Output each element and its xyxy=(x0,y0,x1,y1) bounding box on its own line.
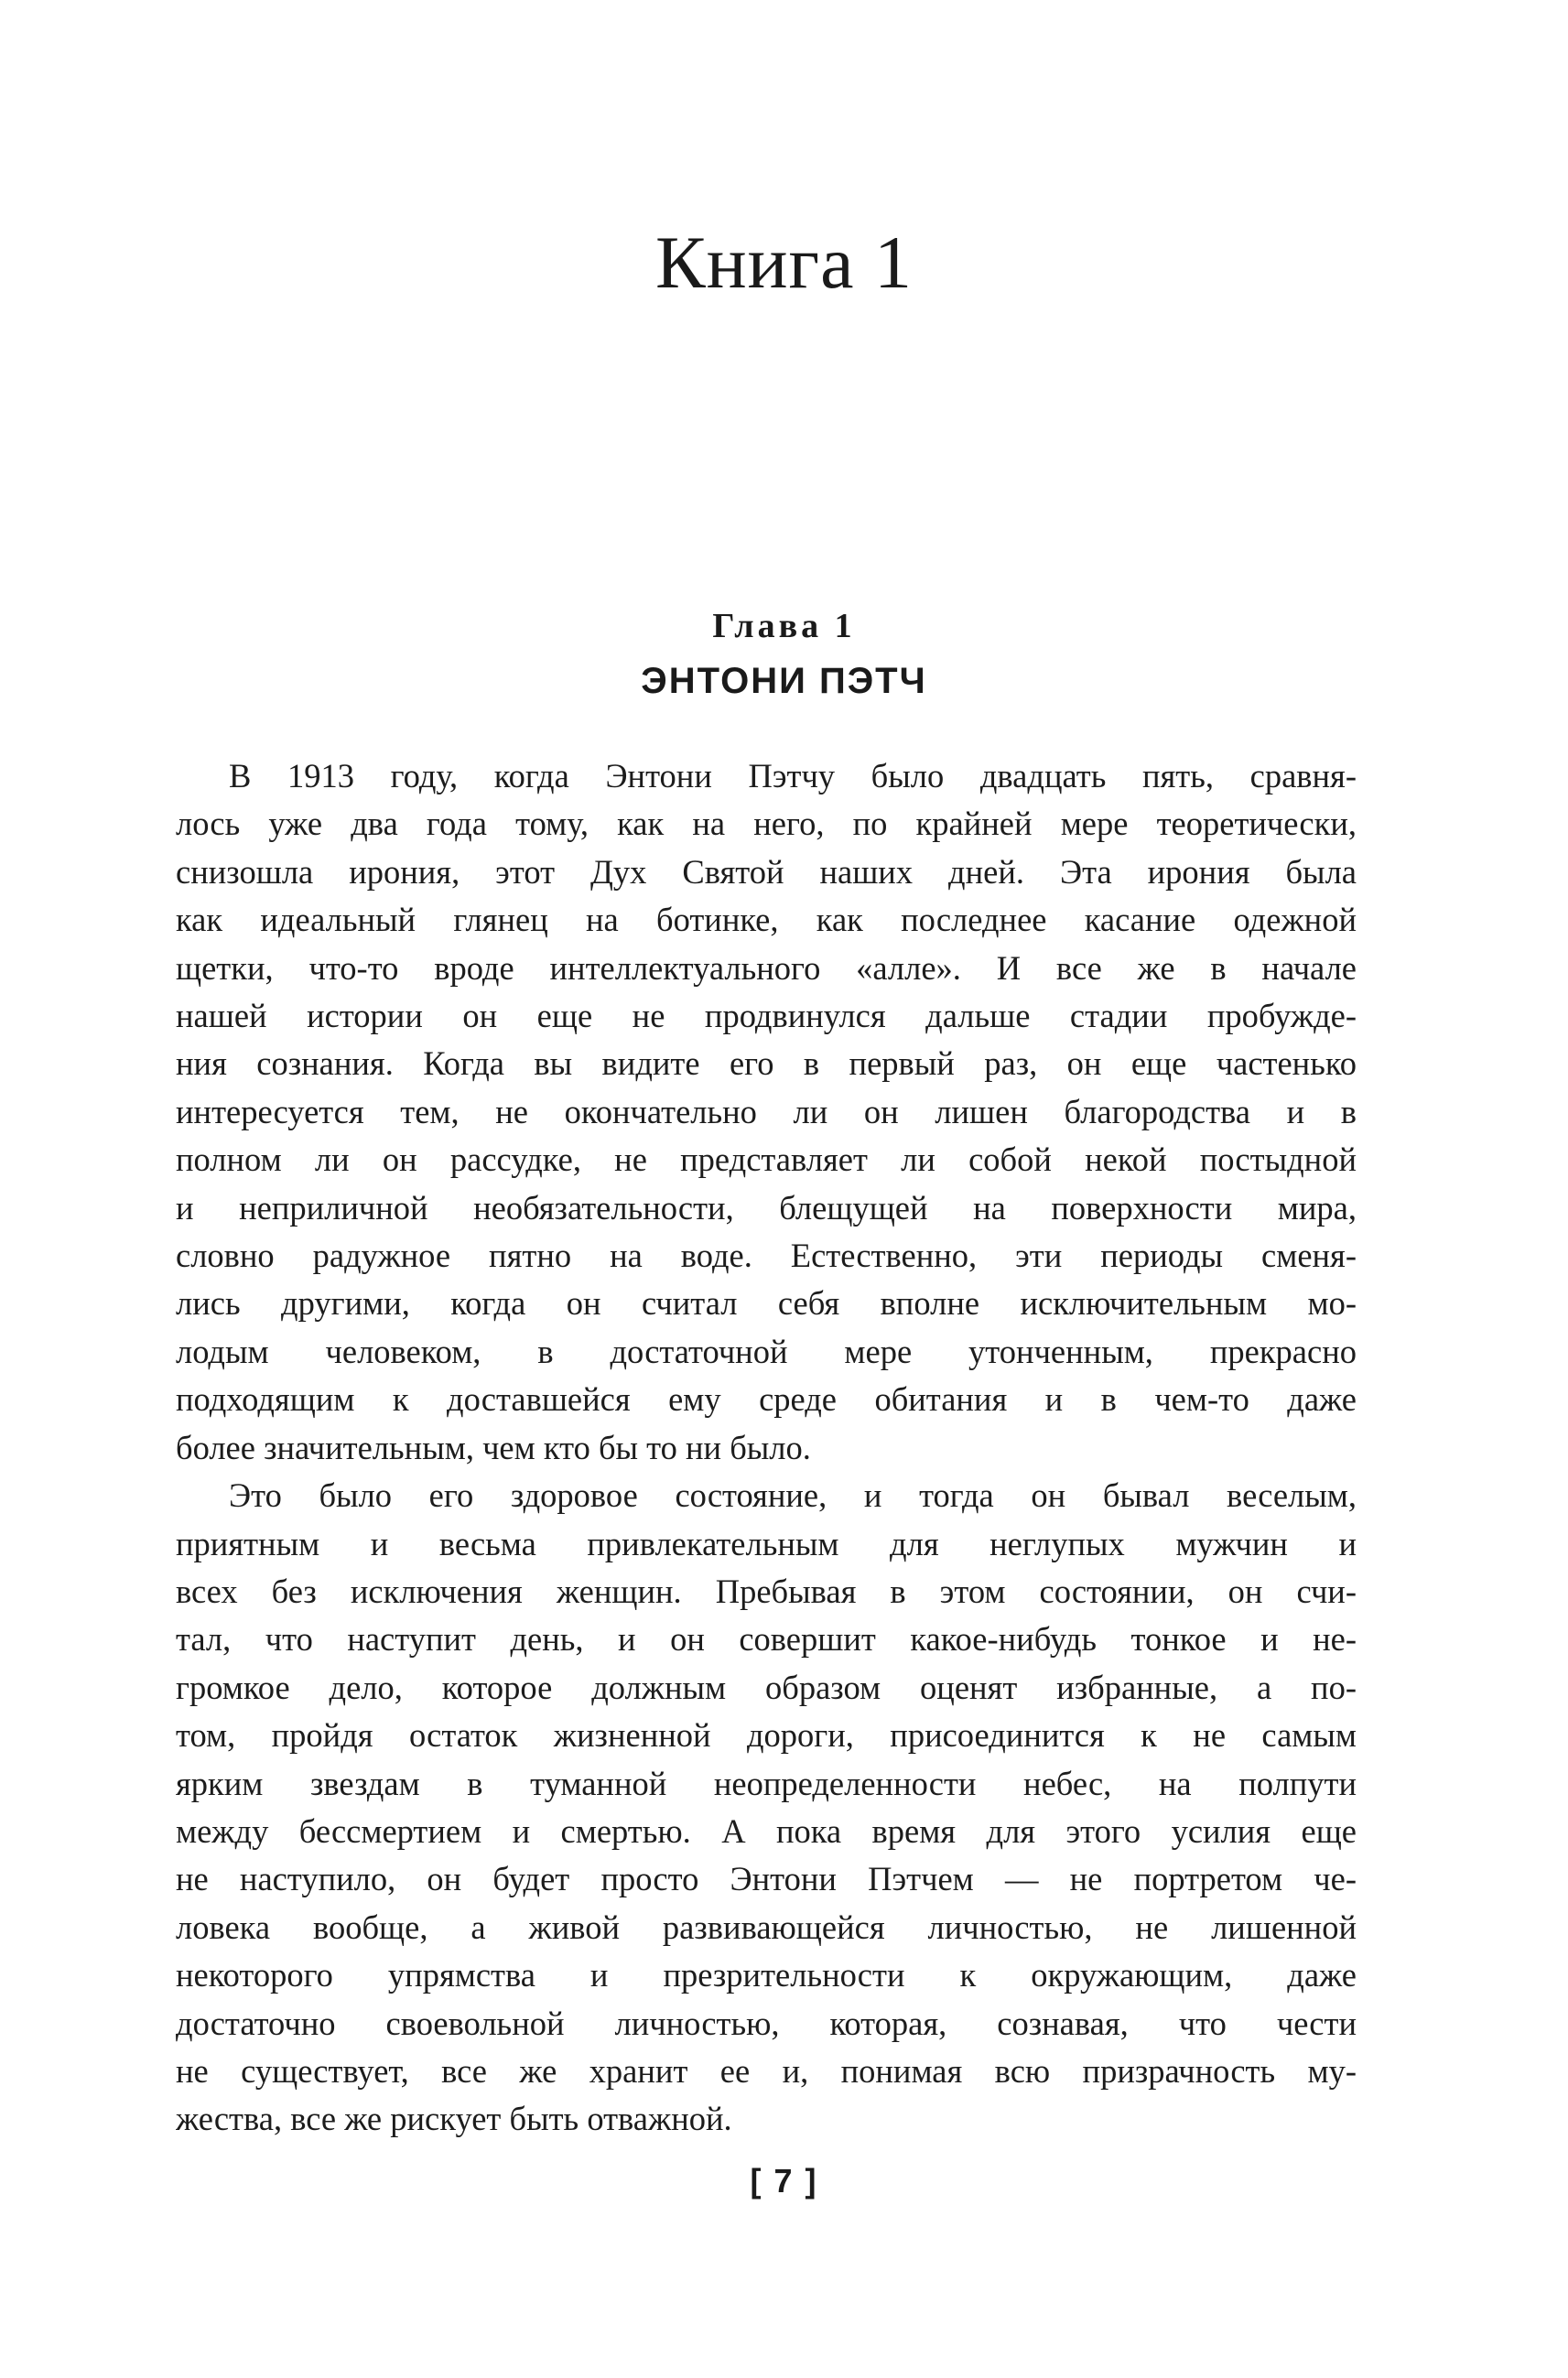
text-line: ния сознания. Когда вы видите его в первый раз, он еще частенько xyxy=(176,1044,1357,1083)
page-number: [ 7 ] xyxy=(750,2162,818,2200)
text-line: подходящим к доставшейся ему среде обитания и в чем-то даже xyxy=(176,1380,1357,1419)
text-line: лодым человеком, в достаточной мере утонченным, прекрасно xyxy=(176,1332,1357,1370)
text-line: громкое дело, которое должным образом оценят избранные, а по- xyxy=(176,1668,1357,1706)
chapter-title: ЭНТОНИ ПЭТЧ xyxy=(641,661,927,701)
text-line: лись другими, когда он считал себя вполне исключительным мо- xyxy=(176,1284,1357,1323)
paragraph xyxy=(176,1472,1357,2144)
text-line: достаточно своевольной личностью, которая, сознавая, что чести xyxy=(176,2004,1357,2042)
text-line: и неприличной необязательности, блещущей на поверхности мира, xyxy=(176,1188,1357,1227)
text-line: ловека вообще, а живой развивающейся личностью, не лишенной xyxy=(176,1908,1357,1946)
text-line: ярким звездам в туманной неопределенности небес, на полпути xyxy=(176,1764,1357,1802)
chapter-number: Глава 1 xyxy=(712,607,856,645)
text-line: нашей истории он еще не продвинулся дальше стадии пробужде- xyxy=(176,997,1357,1035)
text-line: некоторого упрямства и презрительности к окружающим, даже xyxy=(176,1956,1357,1994)
text-line: щетки, что-то вроде интеллектуального «алле». И все же в начале xyxy=(176,948,1357,987)
text-line: словно радужное пятно на воде. Естественно, эти периоды сменя- xyxy=(176,1237,1357,1275)
text-line: не существует, все же хранит ее и, понимая всю призрачность му- xyxy=(176,2051,1357,2090)
text-line: тал, что наступит день, и он совершит какое-нибудь тонкое и не- xyxy=(176,1620,1357,1659)
text-line: между бессмертием и смертью. А пока время для этого усилия еще xyxy=(176,1811,1357,1850)
text-line: лось уже два года тому, как на него, по крайней мере теоретически, xyxy=(176,805,1357,843)
text-line: полном ли он рассудке, не представляет ли собой некой постыдной xyxy=(176,1140,1357,1179)
text-line: приятным и весьма привлекательным для неглупых мужчин и xyxy=(176,1524,1357,1562)
text-line: всех без исключения женщин. Пребывая в этом состоянии, он счи- xyxy=(176,1572,1357,1610)
text-line: В 1913 году, когда Энтони Пэтчу было двадцать пять, сравня- xyxy=(229,757,1357,794)
text-line: Это было его здоровое состояние, и тогда он бывал веселым, xyxy=(229,1476,1357,1515)
text-line: снизошла ирония, этот Дух Святой наших дней. Эта ирония была xyxy=(176,852,1357,891)
text-line: том, пройдя остаток жизненной дороги, присоединится к не самым xyxy=(176,1716,1357,1755)
text-line: как идеальный глянец на ботинке, как последнее касание одежной xyxy=(176,901,1357,939)
paragraph xyxy=(176,752,1357,1472)
book-title: Книга 1 xyxy=(655,221,913,304)
text-line: жества, все же рискует быть отважной. xyxy=(176,2100,732,2138)
text-line: не наступило, он будет просто Энтони Пэтчем — не портретом че- xyxy=(176,1860,1357,1898)
text-line: более значительным, чем кто бы то ни было. xyxy=(176,1428,811,1466)
text-line: интересуется тем, не окончательно ли он лишен благородства и в xyxy=(176,1092,1357,1130)
chapter-body-text xyxy=(176,752,1357,2144)
